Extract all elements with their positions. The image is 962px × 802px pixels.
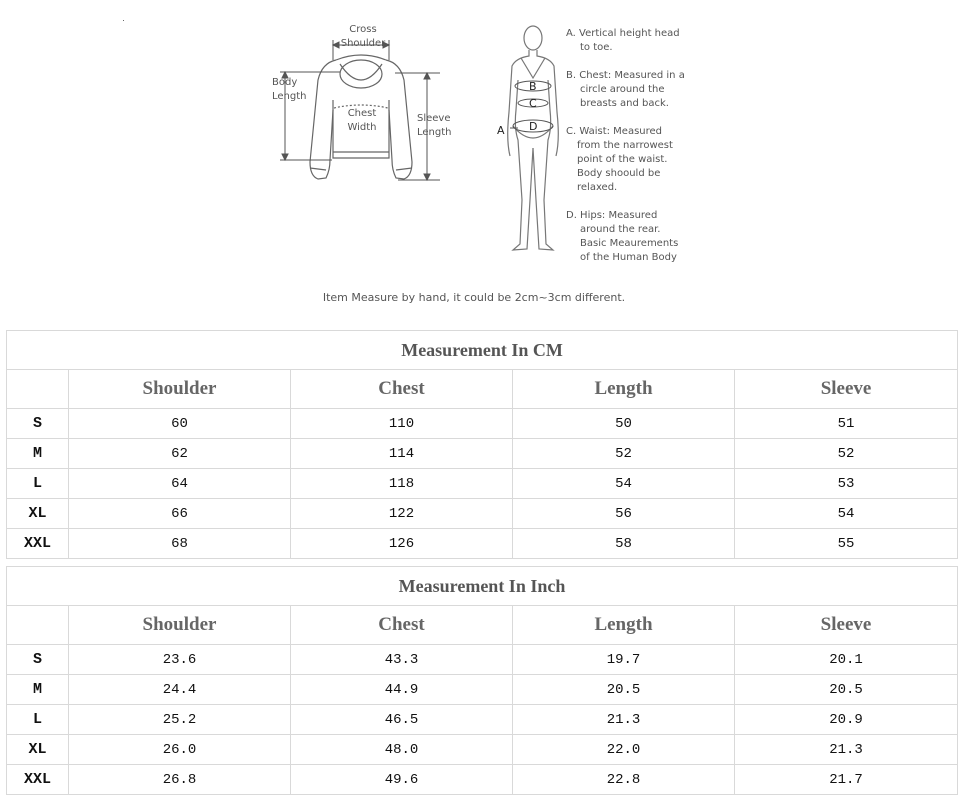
cell-sleeve: 21.3 (735, 735, 958, 765)
size-label: S (7, 645, 69, 675)
cell-sleeve: 52 (735, 439, 958, 469)
note-line: around the rear. (580, 224, 661, 235)
chest-width-label (344, 107, 380, 135)
cell-length: 19.7 (513, 645, 735, 675)
note-line: relaxed. (577, 182, 618, 193)
size-label: M (7, 675, 69, 705)
marker-b: B (529, 80, 537, 93)
table-row (7, 645, 958, 675)
note-line: from the narrowest (577, 140, 673, 151)
table-row (7, 675, 958, 705)
table-row (7, 499, 958, 529)
label-line: Sleeve (417, 113, 451, 124)
body-length-label (272, 76, 307, 104)
size-table-inch (6, 566, 958, 795)
size-label: L (7, 469, 69, 499)
cell-chest: 114 (291, 439, 513, 469)
size-label: XXL (7, 529, 69, 559)
cell-length: 58 (513, 529, 735, 559)
cell-shoulder: 66 (69, 499, 291, 529)
cell-chest: 48.0 (291, 735, 513, 765)
size-label: M (7, 439, 69, 469)
note-line: Basic Meaurements (580, 238, 679, 249)
note-line: B. Chest: Measured in a (566, 70, 685, 81)
cell-sleeve: 51 (735, 409, 958, 439)
header-shoulder: Shoulder (69, 606, 291, 645)
header-length: Length (513, 606, 735, 645)
body-figure (508, 26, 559, 250)
header-chest: Chest (291, 606, 513, 645)
table-header-row (7, 606, 958, 645)
size-label: XXL (7, 765, 69, 795)
diagram-drawing (0, 0, 962, 300)
header-shoulder: Shoulder (69, 370, 291, 409)
header-sleeve: Sleeve (735, 606, 958, 645)
size-label: XL (7, 735, 69, 765)
cell-shoulder: 62 (69, 439, 291, 469)
table-row (7, 529, 958, 559)
marker-d: D (529, 120, 538, 133)
measure-disclaimer: Item Measure by hand, it could be 2cm~3cm different. (322, 291, 626, 304)
note-line: A. Vertical height head (566, 28, 680, 39)
cell-chest: 43.3 (291, 645, 513, 675)
label-line: Body (272, 77, 298, 88)
note-line: to toe. (580, 42, 613, 53)
note-b (566, 69, 685, 111)
header-size-blank (7, 370, 69, 409)
marker-c: C (529, 97, 537, 110)
table-row (7, 705, 958, 735)
label-line: Cross (349, 24, 377, 35)
note-a (566, 27, 680, 55)
table-row (7, 765, 958, 795)
note-d (566, 209, 678, 265)
cell-length: 21.3 (513, 705, 735, 735)
label-line: Length (272, 91, 307, 102)
size-label: XL (7, 499, 69, 529)
size-label: S (7, 409, 69, 439)
note-line: D. Hips: Measured (566, 210, 658, 221)
table-row (7, 439, 958, 469)
cell-shoulder: 60 (69, 409, 291, 439)
cell-chest: 118 (291, 469, 513, 499)
label-line: Shoulder (340, 38, 386, 49)
header-chest: Chest (291, 370, 513, 409)
header-size-blank (7, 606, 69, 645)
cell-sleeve: 54 (735, 499, 958, 529)
header-length: Length (513, 370, 735, 409)
cell-sleeve: 21.7 (735, 765, 958, 795)
size-table-cm (6, 330, 958, 559)
note-line: breasts and back. (580, 98, 669, 109)
table-row (7, 469, 958, 499)
label-line: Chest (347, 108, 377, 119)
cell-shoulder: 23.6 (69, 645, 291, 675)
table-header-row (7, 370, 958, 409)
cell-chest: 122 (291, 499, 513, 529)
cell-sleeve: 20.1 (735, 645, 958, 675)
note-c (566, 125, 673, 195)
table-title: Measurement In CM (7, 331, 958, 370)
marker-a: A (497, 124, 505, 137)
cell-shoulder: 64 (69, 469, 291, 499)
cell-sleeve: 55 (735, 529, 958, 559)
cell-shoulder: 26.8 (69, 765, 291, 795)
cell-length: 20.5 (513, 675, 735, 705)
label-line: Width (347, 122, 377, 133)
cell-chest: 49.6 (291, 765, 513, 795)
cross-shoulder-label (340, 23, 386, 51)
cell-shoulder: 24.4 (69, 675, 291, 705)
note-line: Body shoould be (577, 168, 661, 179)
cell-chest: 46.5 (291, 705, 513, 735)
cell-chest: 110 (291, 409, 513, 439)
note-line: circle around the (580, 84, 665, 95)
cell-length: 52 (513, 439, 735, 469)
cell-length: 22.8 (513, 765, 735, 795)
label-line: Length (417, 127, 452, 138)
cell-chest: 44.9 (291, 675, 513, 705)
header-sleeve: Sleeve (735, 370, 958, 409)
cell-shoulder: 25.2 (69, 705, 291, 735)
cell-length: 54 (513, 469, 735, 499)
cell-chest: 126 (291, 529, 513, 559)
size-label: L (7, 705, 69, 735)
cell-shoulder: 26.0 (69, 735, 291, 765)
cell-length: 56 (513, 499, 735, 529)
cell-length: 22.0 (513, 735, 735, 765)
measurement-diagram (0, 0, 962, 330)
note-line: point of the waist. (577, 154, 668, 165)
cell-sleeve: 53 (735, 469, 958, 499)
cell-sleeve: 20.5 (735, 675, 958, 705)
table-row (7, 735, 958, 765)
sleeve-length-label (417, 112, 452, 140)
table-title: Measurement In Inch (7, 567, 958, 606)
cell-length: 50 (513, 409, 735, 439)
note-line: C. Waist: Measured (566, 126, 663, 137)
cell-shoulder: 68 (69, 529, 291, 559)
cell-sleeve: 20.9 (735, 705, 958, 735)
table-row (7, 409, 958, 439)
note-line: of the Human Body (580, 252, 677, 263)
